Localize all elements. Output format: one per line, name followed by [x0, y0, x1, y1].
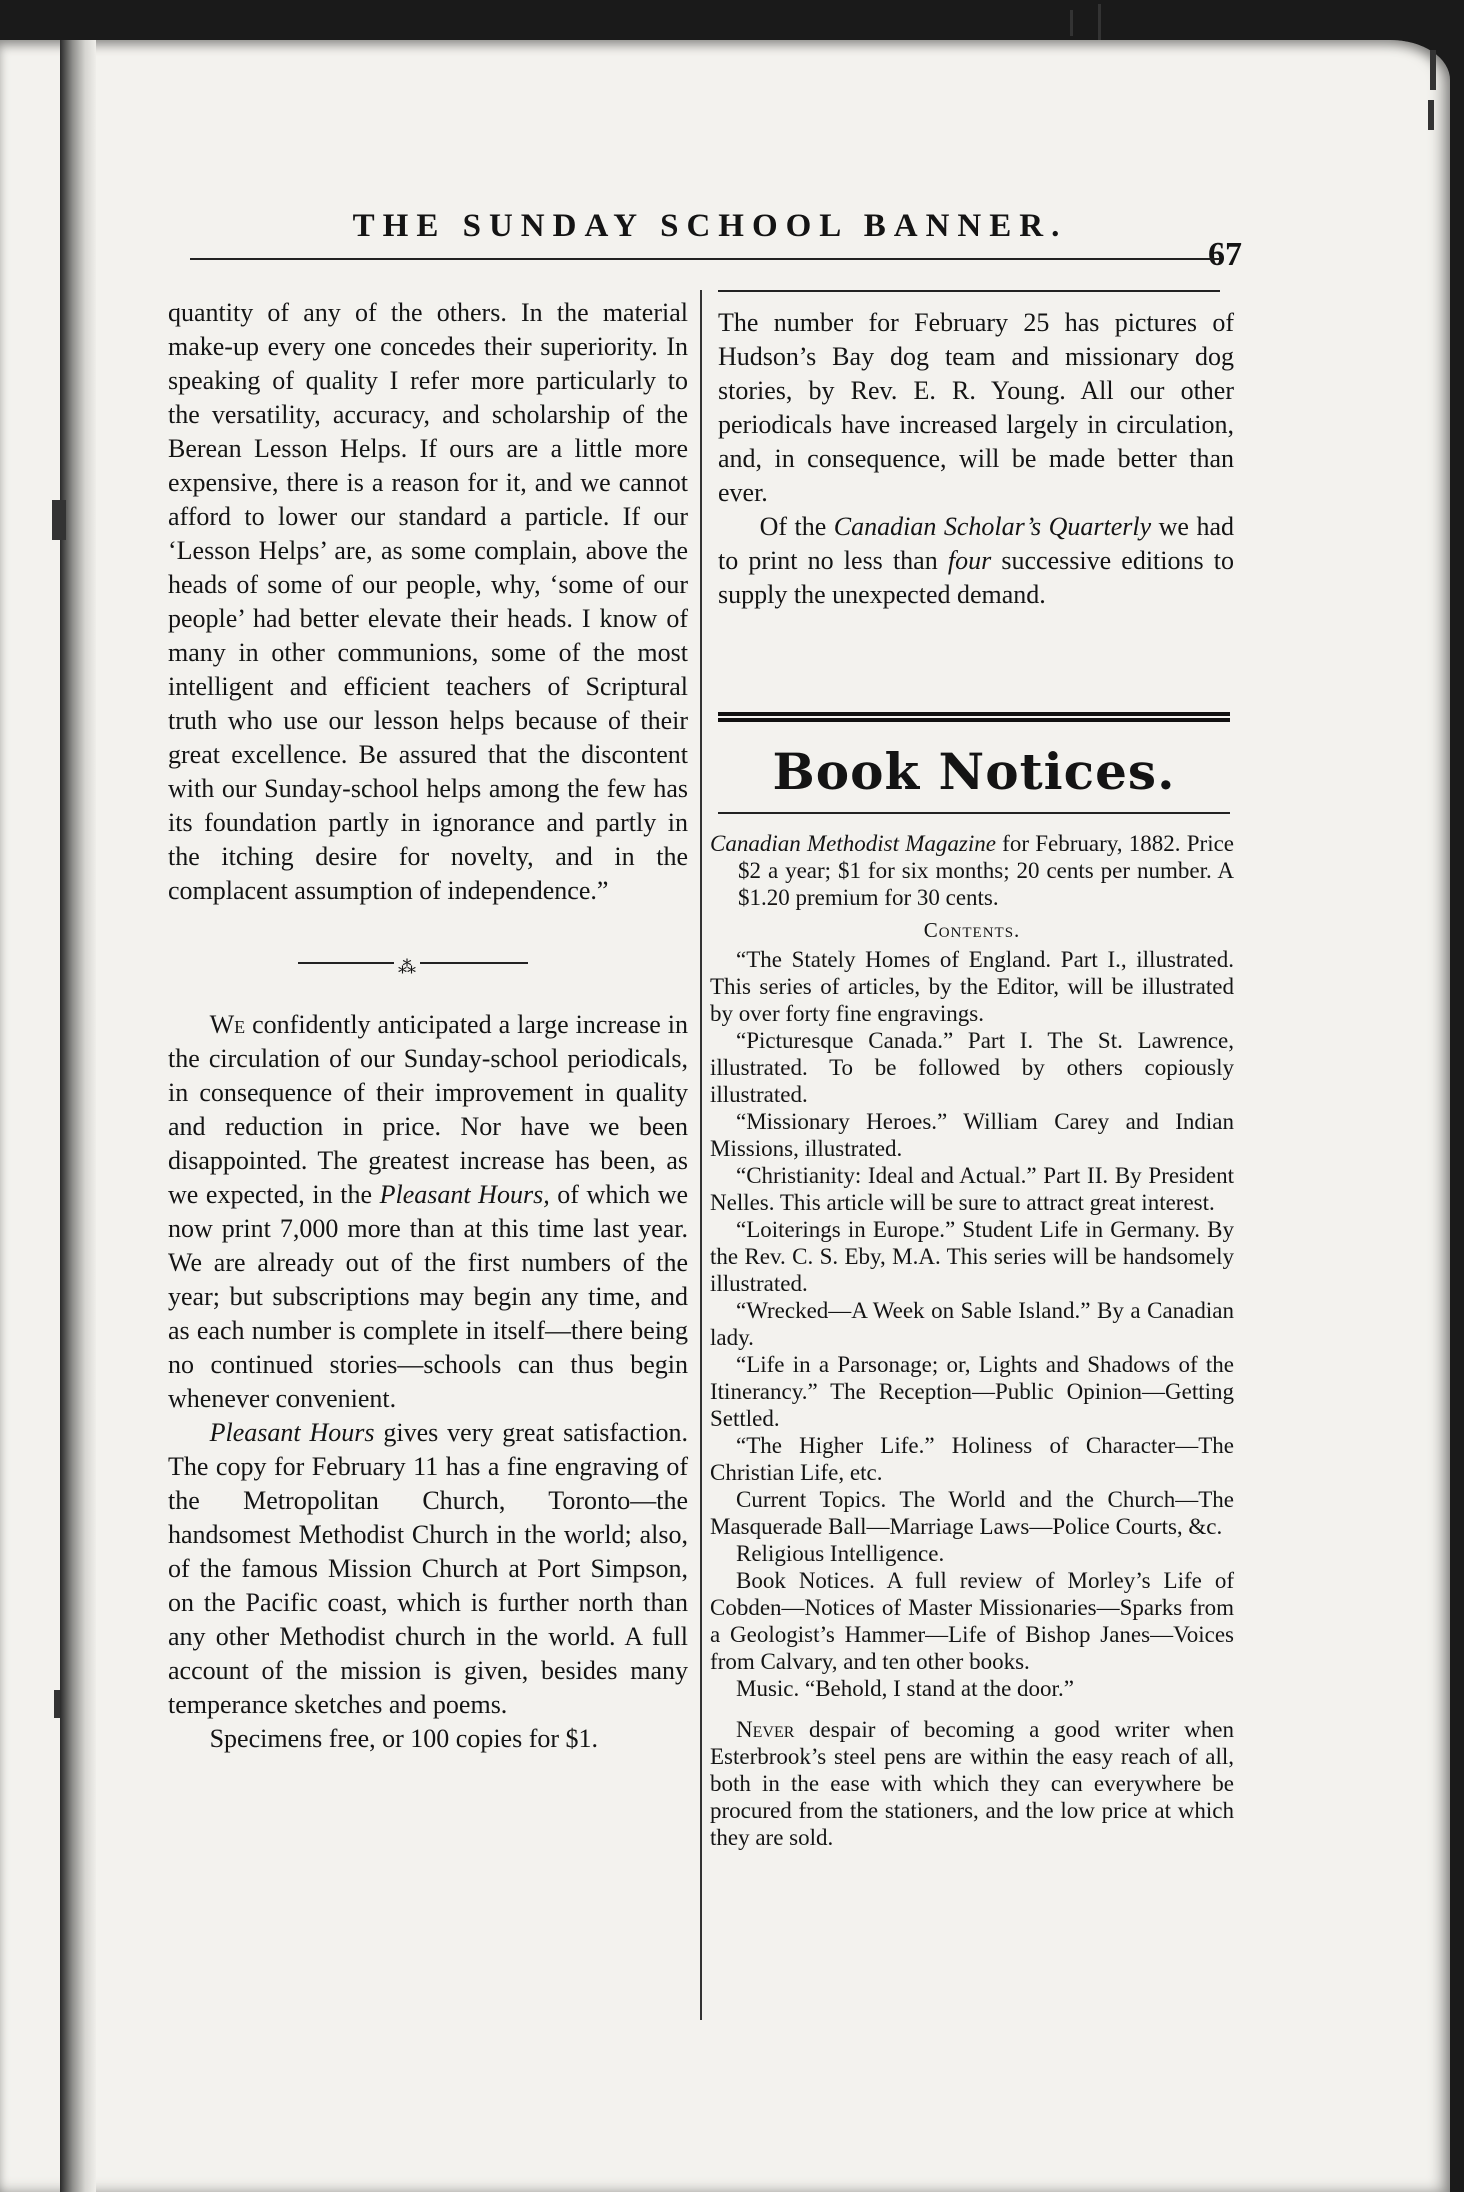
- header-rule: [190, 258, 1220, 260]
- drop-lead: Never: [736, 1717, 795, 1742]
- paragraph: Never despair of becoming a good writer when Esterbrook’s steel pens are within the easy reach of all, both in the ease with which they can everywhere be procured from the stationers, and the low price at which they are sold.: [710, 1717, 1234, 1850]
- scan-mark: [52, 500, 66, 540]
- drop-lead: We: [209, 1010, 246, 1039]
- contents-item: Religious Intelligence.: [736, 1541, 945, 1566]
- contents-item: Music. “Behold, I stand at the door.”: [736, 1676, 1074, 1701]
- scan-mark: [1430, 50, 1436, 90]
- book-notices-heading: Book Notices.: [772, 742, 1176, 801]
- contents-item: Book Notices. A full review of Morley’s Life of Cobden—Notices of Master Missionaries—Sparks from a Geologist’s Hammer—Life of Bishop Janes—Voices from Calvary, and ten other books.: [710, 1568, 1234, 1674]
- contents-item: “Missionary Heroes.” William Carey and Indian Missions, illustrated.: [710, 1109, 1234, 1161]
- scan-mark: [54, 1690, 60, 1718]
- contents-item: “Life in a Parsonage; or, Lights and Shadows of the Itinerancy.” The Reception—Public Opinion—Getting Settled.: [710, 1352, 1234, 1431]
- page-number: 67: [1208, 236, 1242, 273]
- book-gutter: [60, 40, 96, 2192]
- paragraph: Specimens free, or 100 copies for $1.: [209, 1724, 599, 1753]
- contents-item: “The Stately Homes of England. Part I., illustrated. This series of articles, by the Editor, will be illustrated by over forty fine engravings.: [710, 947, 1234, 1026]
- contents-item: “Loiterings in Europe.” Student Life in Germany. By the Rev. C. S. Eby, M.A. This series will be handsomely illustrated.: [710, 1217, 1234, 1296]
- paragraph: Pleasant Hours gives very great satisfaction. The copy for February 11 has a fine engraving of the Metropolitan Church, Toronto—the handsomest Methodist Church in the world; also, of the famous Mission Church at Port Simpson, on the Pacific coast, which is further north than any other Methodist church in the world. A full account of the mission is given, besides many temperance sketches and poems.: [168, 1418, 688, 1719]
- left-column: [168, 296, 688, 1756]
- contents-item: “The Higher Life.” Holiness of Character—The Christian Life, etc.: [710, 1433, 1234, 1485]
- column-divider: [700, 290, 702, 2020]
- right-column-top-rule: [718, 290, 1220, 292]
- right-column: [718, 306, 1234, 612]
- contents-item: “Wrecked—A Week on Sable Island.” By a Canadian lady.: [710, 1298, 1234, 1350]
- contents-item: “Christianity: Ideal and Actual.” Part II. By President Nelles. This article will be sure to attract great interest.: [710, 1163, 1234, 1215]
- section-ornament: ⁂: [298, 958, 528, 968]
- paragraph: quantity of any of the others. In the material make-up every one concedes their superiority. In speaking of quality I refer more particularly to the versatility, accuracy, and scholarship of the Berean Lesson Helps. If ours are a little more expensive, there is a reason for it, and we cannot afford to lower our standard a particle. If our ‘Lesson Helps’ are, as some complain, above the heads of some of our people, why, ‘some of our people’ had better elevate their heads. I know of many in other communions, some of the most intelligent and efficient teachers of Scriptural truth who use our lesson helps because of their great excellence. Be assured that the discontent with our Sunday-school helps among the few has its foundation partly in ignorance and partly in the itching desire for novelty, and in the complacent assumption of independence.”: [168, 298, 688, 905]
- contents-label: Contents.: [923, 918, 1021, 942]
- paragraph: The number for February 25 has pictures of Hudson’s Bay dog team and missionary dog stories, by Rev. E. R. Young. All our other periodicals have increased largely in circulation, and, in consequence, will be made better than ever.: [718, 308, 1234, 507]
- paragraph: We confidently anticipated a large increase in the circulation of our Sunday-school periodicals, in consequence of their improvement in quality and reduction in price. Nor have we been disappointed. The greatest increase has been, as we expected, in the Pleasant Hours, of which we now print 7,000 more than at this time last year. We are already out of the first numbers of the year; but subscriptions may begin any time, and as each number is complete in itself—there being no continued stories—schools can thus begin whenever convenient.: [168, 1010, 689, 1413]
- scan-mark: [1428, 100, 1434, 130]
- contents-item: “Picturesque Canada.” Part I. The St. Lawrence, illustrated. To be followed by others copiously illustrated.: [710, 1028, 1234, 1107]
- heading-rule: [718, 812, 1230, 814]
- contents-item: Current Topics. The World and the Church—The Masquerade Ball—Marriage Laws—Police Courts, &c.: [710, 1487, 1234, 1539]
- notice-intro: Canadian Methodist Magazine for February, 1882. Price $2 a year; $1 for six months; 20 cents per number. A $1.20 premium for 30 cents.: [710, 831, 1234, 910]
- book-notices: [710, 830, 1234, 1851]
- scan-mark: [1098, 4, 1101, 40]
- scan-mark: [1070, 10, 1073, 36]
- running-header: THE SUNDAY SCHOOL BANNER.: [352, 208, 1068, 244]
- section-double-rule: [718, 712, 1230, 722]
- paragraph: Of the Canadian Scholar’s Quarterly we had to print no less than four successive editions to supply the unexpected demand.: [718, 512, 1234, 609]
